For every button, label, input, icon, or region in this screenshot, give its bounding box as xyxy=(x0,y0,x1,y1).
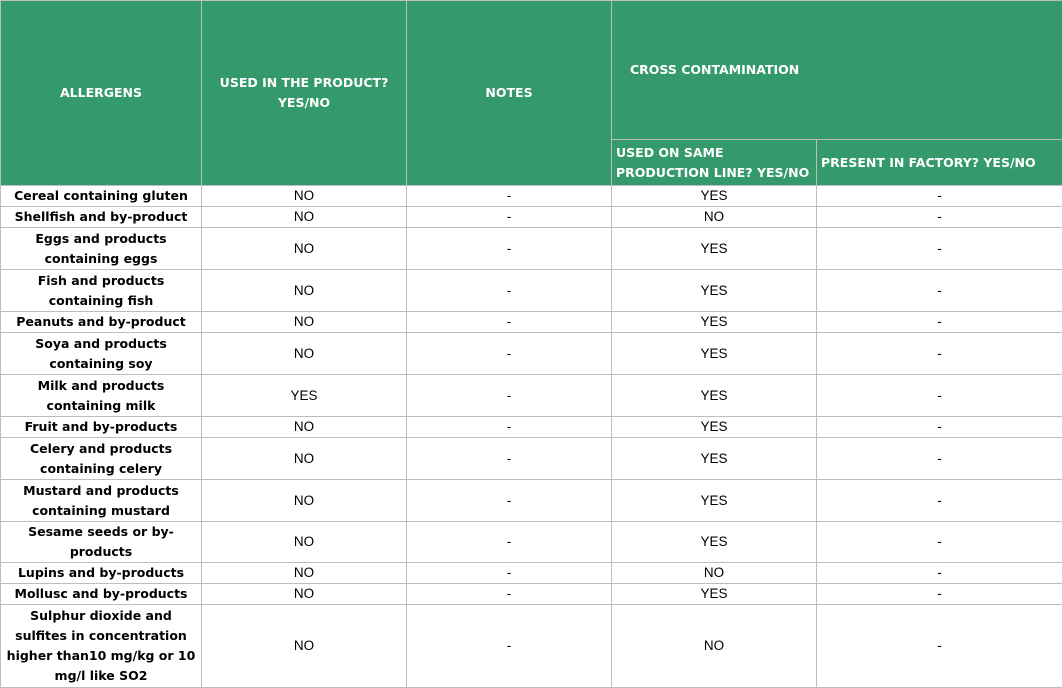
header-same-production-line-text: USED ON SAME PRODUCTION LINE? YES/NO xyxy=(616,143,811,183)
same-production-line-cell: YES xyxy=(612,312,817,333)
header-used-in-product xyxy=(202,1,407,186)
present-in-factory-cell: - xyxy=(817,186,1062,207)
present-in-factory-cell: - xyxy=(817,438,1062,480)
allergen-cell: Peanuts and by-product xyxy=(1,312,202,333)
header-used-in-product-text: USED IN THE PRODUCT? YES/NO xyxy=(217,73,392,113)
allergen-cell: Cereal containing gluten xyxy=(1,186,202,207)
allergen-cell: Soya and products containing soy xyxy=(1,333,202,375)
used-in-product-cell: NO xyxy=(202,417,407,438)
table-row xyxy=(1,270,1062,312)
notes-cell: - xyxy=(407,605,612,688)
notes-cell: - xyxy=(407,584,612,605)
same-production-line-cell: YES xyxy=(612,333,817,375)
table-row xyxy=(1,584,1062,605)
same-production-line-cell: NO xyxy=(612,605,817,688)
present-in-factory-cell: - xyxy=(817,417,1062,438)
present-in-factory-cell: - xyxy=(817,563,1062,584)
allergen-cell: Milk and products containing milk xyxy=(1,375,202,417)
used-in-product-cell: NO xyxy=(202,584,407,605)
same-production-line-cell: YES xyxy=(612,375,817,417)
notes-cell: - xyxy=(407,333,612,375)
present-in-factory-cell: - xyxy=(817,207,1062,228)
header-notes: NOTES xyxy=(407,1,612,186)
table-body xyxy=(1,186,1062,688)
same-production-line-cell: NO xyxy=(612,563,817,584)
allergen-cell: Eggs and products containing eggs xyxy=(1,228,202,270)
allergen-cell: Fruit and by-products xyxy=(1,417,202,438)
table-row xyxy=(1,480,1062,522)
notes-cell: - xyxy=(407,270,612,312)
header-present-in-factory: PRESENT IN FACTORY? YES/NO xyxy=(817,140,1062,186)
present-in-factory-cell: - xyxy=(817,312,1062,333)
used-in-product-cell: YES xyxy=(202,375,407,417)
allergen-cell: Mollusc and by-products xyxy=(1,584,202,605)
same-production-line-cell: YES xyxy=(612,438,817,480)
present-in-factory-cell: - xyxy=(817,480,1062,522)
header-allergens: ALLERGENS xyxy=(1,1,202,186)
header-cross-contamination: CROSS CONTAMINATION xyxy=(612,1,1062,140)
used-in-product-cell: NO xyxy=(202,438,407,480)
present-in-factory-cell: - xyxy=(817,333,1062,375)
table-row xyxy=(1,438,1062,480)
allergen-cell: Sulphur dioxide and sulfites in concentration higher than10 mg/kg or 10 mg/l like SO2 xyxy=(1,605,202,688)
used-in-product-cell: NO xyxy=(202,228,407,270)
notes-cell: - xyxy=(407,228,612,270)
header-row xyxy=(1,1,1062,140)
present-in-factory-cell: - xyxy=(817,228,1062,270)
used-in-product-cell: NO xyxy=(202,333,407,375)
used-in-product-cell: NO xyxy=(202,186,407,207)
table-row xyxy=(1,312,1062,333)
notes-cell: - xyxy=(407,417,612,438)
used-in-product-cell: NO xyxy=(202,480,407,522)
table-row xyxy=(1,186,1062,207)
same-production-line-cell: YES xyxy=(612,480,817,522)
same-production-line-cell: NO xyxy=(612,207,817,228)
present-in-factory-cell: - xyxy=(817,605,1062,688)
present-in-factory-cell: - xyxy=(817,522,1062,563)
table-row xyxy=(1,563,1062,584)
same-production-line-cell: YES xyxy=(612,584,817,605)
notes-cell: - xyxy=(407,438,612,480)
notes-cell: - xyxy=(407,480,612,522)
same-production-line-cell: YES xyxy=(612,270,817,312)
used-in-product-cell: NO xyxy=(202,312,407,333)
table-row xyxy=(1,228,1062,270)
notes-cell: - xyxy=(407,522,612,563)
table-row xyxy=(1,375,1062,417)
notes-cell: - xyxy=(407,186,612,207)
used-in-product-cell: NO xyxy=(202,522,407,563)
table-row xyxy=(1,605,1062,688)
header-same-production-line xyxy=(612,140,817,186)
allergen-cell: Fish and products containing fish xyxy=(1,270,202,312)
table-row xyxy=(1,207,1062,228)
used-in-product-cell: NO xyxy=(202,207,407,228)
allergen-cell: Celery and products containing celery xyxy=(1,438,202,480)
notes-cell: - xyxy=(407,207,612,228)
present-in-factory-cell: - xyxy=(817,375,1062,417)
same-production-line-cell: YES xyxy=(612,228,817,270)
allergen-cell: Lupins and by-products xyxy=(1,563,202,584)
table-row xyxy=(1,333,1062,375)
allergen-cell: Sesame seeds or by-products xyxy=(1,522,202,563)
notes-cell: - xyxy=(407,563,612,584)
allergen-cell: Shellfish and by-product xyxy=(1,207,202,228)
table-row xyxy=(1,522,1062,563)
used-in-product-cell: NO xyxy=(202,605,407,688)
present-in-factory-cell: - xyxy=(817,584,1062,605)
notes-cell: - xyxy=(407,312,612,333)
present-in-factory-cell: - xyxy=(817,270,1062,312)
table-row xyxy=(1,417,1062,438)
allergen-cell: Mustard and products containing mustard xyxy=(1,480,202,522)
same-production-line-cell: YES xyxy=(612,417,817,438)
same-production-line-cell: YES xyxy=(612,522,817,563)
used-in-product-cell: NO xyxy=(202,270,407,312)
same-production-line-cell: YES xyxy=(612,186,817,207)
notes-cell: - xyxy=(407,375,612,417)
table-header xyxy=(1,1,1062,186)
used-in-product-cell: NO xyxy=(202,563,407,584)
